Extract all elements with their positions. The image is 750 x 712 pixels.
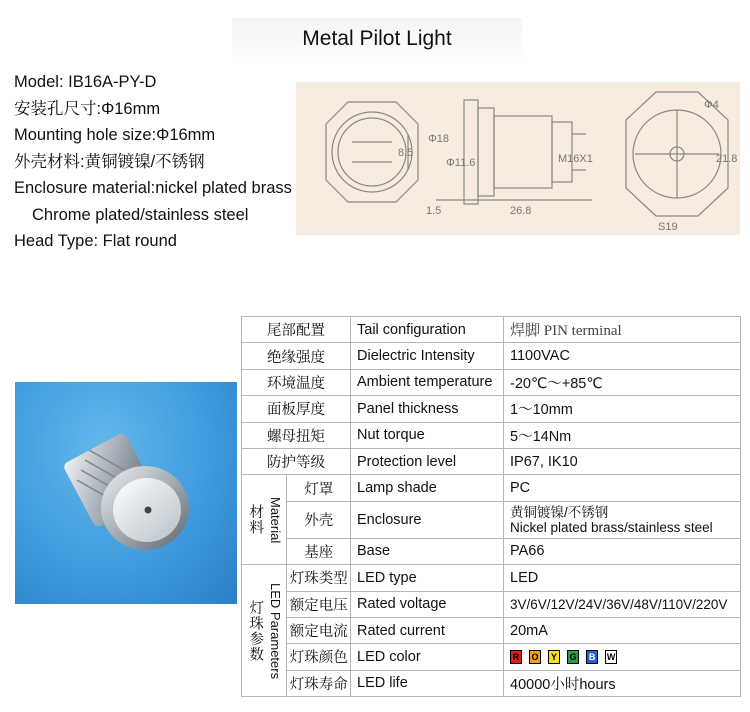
dim-m16x1: M16X1 <box>558 153 593 165</box>
row-label-en: Base <box>351 538 504 564</box>
spec-enclosure-cn: 外壳材料:黄铜镀镍/不锈钢 <box>14 152 205 171</box>
table-row <box>242 644 741 670</box>
table-row <box>242 448 741 474</box>
row-label-en: Nut torque <box>351 422 504 448</box>
row-label-cn: 额定电流 <box>287 617 351 643</box>
row-label-en: Tail configuration <box>351 317 504 343</box>
side-head <box>464 100 478 204</box>
row-value-multiline <box>504 501 741 538</box>
photo-led-dot <box>145 507 152 514</box>
led-color-chip: W <box>606 652 616 663</box>
spec-hole-en: Mounting hole size:Φ16mm <box>14 126 216 144</box>
dim-21-8: 21.8 <box>716 153 738 165</box>
row-label-en: Rated current <box>351 617 504 643</box>
led-group-label <box>242 565 287 697</box>
row-label-cn: 灯罩 <box>287 475 351 501</box>
table-row <box>242 565 741 591</box>
spec-enclosure-en: Enclosure material:nickel plated brass <box>14 179 292 197</box>
row-value-en: Nickel plated brass/stainless steel <box>510 519 713 535</box>
row-label-en: Lamp shade <box>351 475 504 501</box>
dim-26-8: 26.8 <box>510 205 532 217</box>
material-group-en: Material <box>268 496 284 543</box>
table-row <box>242 343 741 369</box>
led-color-chip: B <box>586 650 598 664</box>
row-label-cn: 防护等级 <box>242 448 351 474</box>
row-label-cn: 面板厚度 <box>242 396 351 422</box>
table-row <box>242 501 741 538</box>
row-label-en: Enclosure <box>351 501 504 538</box>
material-group-cn: 材料 <box>247 504 264 536</box>
row-label-cn: 绝缘强度 <box>242 343 351 369</box>
row-label-cn: 尾部配置 <box>242 317 351 343</box>
row-value: -20℃～+85℃ <box>504 369 741 395</box>
row-value-cn: 黄铜镀镍/不锈钢 <box>510 504 609 520</box>
table-row <box>242 369 741 395</box>
led-color-chip: Y <box>548 650 560 664</box>
row-label-cn: 基座 <box>287 538 351 564</box>
row-value: 5～14Nm <box>504 422 741 448</box>
table-row <box>242 617 741 643</box>
dim-d18: Φ18 <box>428 133 450 145</box>
row-label-cn: 环境温度 <box>242 369 351 395</box>
product-photo-svg <box>15 382 237 604</box>
material-group-label <box>242 475 287 565</box>
dim-d11-6: Φ11.6 <box>446 157 476 169</box>
spec-list <box>14 69 292 255</box>
table-row <box>242 422 741 448</box>
row-label-en: Dielectric Intensity <box>351 343 504 369</box>
row-value: IP67, IK10 <box>504 448 741 474</box>
product-photo <box>15 382 237 604</box>
led-color-swatches <box>504 644 741 670</box>
dimension-drawing <box>296 82 740 235</box>
row-label-en: Rated voltage <box>351 591 504 617</box>
row-value: 1100VAC <box>504 343 741 369</box>
spec-enclosure-en-2: Chrome plated/stainless steel <box>32 205 249 224</box>
row-value: LED <box>504 565 741 591</box>
row-value: 焊脚 PIN terminal <box>504 317 741 343</box>
row-label-cn: 灯珠类型 <box>287 565 351 591</box>
led-group-cn: 灯珠参数 <box>247 599 264 662</box>
led-color-chip: R <box>510 650 522 664</box>
led-group-en: LED Parameters <box>268 582 284 679</box>
row-label-cn: 螺母扭矩 <box>242 422 351 448</box>
row-value: 3V/6V/12V/24V/36V/48V/110V/220V <box>504 591 741 617</box>
dim-8-5: 8.5 <box>398 147 414 159</box>
row-label-cn: 灯珠寿命 <box>287 670 351 696</box>
dim-1-5: 1.5 <box>426 205 442 217</box>
row-label-en: LED type <box>351 565 504 591</box>
side-flange <box>478 108 494 196</box>
led-color-chip: G <box>567 650 579 664</box>
row-label-en: Protection level <box>351 448 504 474</box>
front-inner-circle <box>338 118 406 186</box>
row-value: 40000小时hours <box>504 670 741 696</box>
led-color-chip: O <box>529 650 541 664</box>
row-label-en: Ambient temperature <box>351 369 504 395</box>
table-row <box>242 670 741 696</box>
side-tail <box>552 122 572 182</box>
dim-s19: S19 <box>658 221 678 233</box>
row-label-cn: 灯珠颜色 <box>287 644 351 670</box>
row-label-en: LED life <box>351 670 504 696</box>
table-row <box>242 538 741 564</box>
spec-model: Model: IB16A-PY-D <box>14 73 157 91</box>
row-label-en: Panel thickness <box>351 396 504 422</box>
row-label-cn: 外壳 <box>287 501 351 538</box>
row-value: PA66 <box>504 538 741 564</box>
table-row <box>242 475 741 501</box>
table-row <box>242 591 741 617</box>
row-label-cn: 额定电压 <box>287 591 351 617</box>
spec-table <box>241 316 741 697</box>
row-value: 1～10mm <box>504 396 741 422</box>
dimension-drawing-svg <box>296 82 740 235</box>
row-value: PC <box>504 475 741 501</box>
side-body <box>494 116 552 188</box>
dim-d4: Φ4 <box>704 99 719 111</box>
table-row <box>242 317 741 343</box>
table-row <box>242 396 741 422</box>
page-title: Metal Pilot Light <box>302 27 452 50</box>
row-value: 20mA <box>504 617 741 643</box>
row-label-en: LED color <box>351 644 504 670</box>
spec-hole-cn: 安装孔尺寸:Φ16mm <box>14 99 161 118</box>
spec-head-type: Head Type: Flat round <box>14 232 177 250</box>
